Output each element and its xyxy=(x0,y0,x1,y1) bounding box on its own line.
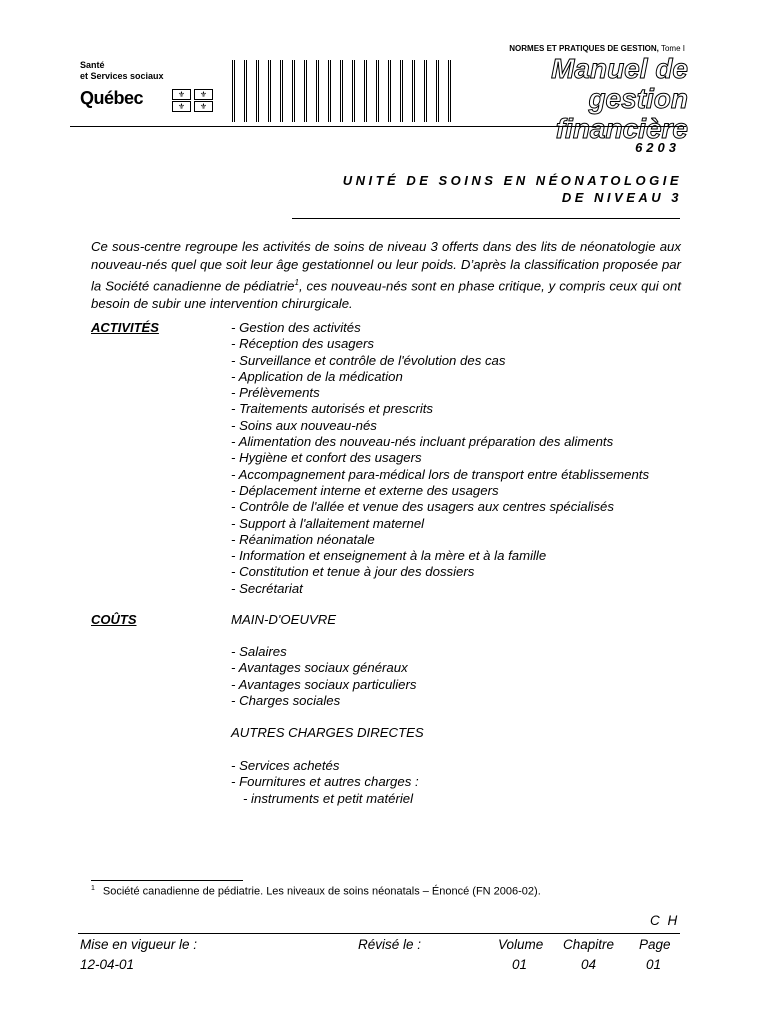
activities-label: ACTIVITÉS xyxy=(91,320,159,335)
list-item: - Avantages sociaux généraux xyxy=(231,660,416,676)
decorative-bar xyxy=(328,60,331,122)
decorative-bar xyxy=(304,60,307,122)
list-item: - Réanimation néonatale xyxy=(231,532,649,548)
manual-title-line2: gestion financière xyxy=(555,83,688,144)
list-item: - Déplacement interne et externe des usagers xyxy=(231,483,649,499)
list-item: - Réception des usagers xyxy=(231,336,649,352)
quebec-flag-icon: ⚜ ⚜ ⚜ ⚜ xyxy=(172,89,218,113)
footnote-divider xyxy=(91,880,243,881)
manual-title xyxy=(460,54,688,144)
list-item: - Constitution et tenue à jour des dossiers xyxy=(231,564,649,580)
labour-heading: MAIN-D'OEUVRE xyxy=(231,612,337,627)
footer-divider xyxy=(78,933,680,934)
decorative-bar xyxy=(436,60,439,122)
doc-title xyxy=(290,172,682,206)
list-item: - Charges sociales xyxy=(231,693,416,709)
list-item: - Secrétariat xyxy=(231,581,649,597)
volume-label: Volume xyxy=(498,937,544,952)
decorative-bar xyxy=(352,60,355,122)
footnote xyxy=(91,885,541,898)
list-item: - Avantages sociaux particuliers xyxy=(231,677,416,693)
decorative-bar xyxy=(340,60,343,122)
org-line2: et Services sociaux xyxy=(80,71,164,81)
chapter-label: Chapitre xyxy=(563,937,615,952)
decorative-bar xyxy=(316,60,319,122)
decorative-bar xyxy=(280,60,283,122)
manual-title-line1: Manuel de xyxy=(551,53,688,84)
list-item: - Hygiène et confort des usagers xyxy=(231,450,649,466)
list-item: - Traitements autorisés et prescrits xyxy=(231,401,649,417)
list-item: - Fournitures et autres charges : xyxy=(231,774,419,790)
effective-label: Mise en vigueur le : xyxy=(80,937,198,952)
decorative-bar xyxy=(388,60,391,122)
effective-value: 12-04-01 xyxy=(80,957,135,972)
decorative-bar xyxy=(256,60,259,122)
page-label: Page xyxy=(639,937,671,952)
decorative-bar xyxy=(292,60,295,122)
list-item: - Services achetés xyxy=(231,758,419,774)
decorative-bar xyxy=(400,60,403,122)
decorative-bar xyxy=(448,60,451,122)
volume-value: 01 xyxy=(512,957,528,972)
list-item: - Soins aux nouveau-nés xyxy=(231,418,649,434)
quebec-logo xyxy=(80,60,164,109)
list-item: - Contrôle de l'allée et venue des usagers aux centres spécialisés xyxy=(231,499,649,515)
decorative-bar xyxy=(268,60,271,122)
header-divider xyxy=(70,126,686,127)
decorative-bar xyxy=(364,60,367,122)
footnote-number: 1 xyxy=(91,885,95,892)
intro-paragraph xyxy=(91,238,681,313)
decorative-bar xyxy=(244,60,247,122)
decorative-bar xyxy=(424,60,427,122)
list-item: - Application de la médication xyxy=(231,369,649,385)
series-header xyxy=(400,44,685,53)
other-charges-subitem: - instruments et petit matériel xyxy=(243,791,414,806)
tome-label: Tome I xyxy=(660,44,685,53)
org-line1: Santé xyxy=(80,60,105,70)
doc-title-line1: UNITÉ DE SOINS EN NÉONATOLOGIE xyxy=(342,173,682,188)
list-item: - Alimentation des nouveau-nés incluant préparation des aliments xyxy=(231,434,649,450)
chapter-value: 04 xyxy=(581,957,597,972)
activities-list xyxy=(231,320,649,597)
other-charges-heading: AUTRES CHARGES DIRECTES xyxy=(231,725,424,740)
decorative-bars xyxy=(232,60,452,122)
intro-text-2: , ces nouveau-nés sont en phase critique, y compris ceux qui ont besoin de subir une intervention chirurgicale. xyxy=(91,278,681,312)
page-value: 01 xyxy=(646,957,662,972)
list-item: - Salaires xyxy=(231,644,416,660)
list-item: - Gestion des activités xyxy=(231,320,649,336)
list-item: - Support à l'allaitement maternel xyxy=(231,516,649,532)
revised-label: Révisé le : xyxy=(358,937,422,952)
costs-label: COÛTS xyxy=(91,612,137,627)
labour-list xyxy=(231,644,416,709)
decorative-bar xyxy=(376,60,379,122)
footnote-text: Société canadienne de pédiatrie. Les niveaux de soins néonatals – Énoncé (FN 2006-02). xyxy=(102,885,541,898)
decorative-bar xyxy=(232,60,235,122)
intro-text-1: Ce sous-centre regroupe les activités de soins de niveau 3 offerts dans des lits de néonatologie aux nouveau-nés quel que soit leur âge gestationnel ou leur poids. D’après la classification proposée par la Société canadienne de pédiatrie xyxy=(91,239,681,294)
org-name: Québec xyxy=(80,88,144,108)
decorative-bar xyxy=(412,60,415,122)
list-item: - Accompagnement para-médical lors de transport entre établissements xyxy=(231,467,649,483)
series-label: NORMES ET PRATIQUES DE GESTION, xyxy=(509,44,659,53)
other-charges-list xyxy=(231,758,419,791)
list-item: - Prélèvements xyxy=(231,385,649,401)
list-item: - Information et enseignement à la mère et à la famille xyxy=(231,548,649,564)
title-divider xyxy=(292,218,680,219)
doc-title-line2: DE NIVEAU 3 xyxy=(561,190,682,205)
doc-code: 6203 xyxy=(635,140,680,155)
footer-ch: C H xyxy=(650,913,680,928)
footnote-ref: 1 xyxy=(294,278,299,287)
list-item: - Surveillance et contrôle de l'évolution des cas xyxy=(231,353,649,369)
